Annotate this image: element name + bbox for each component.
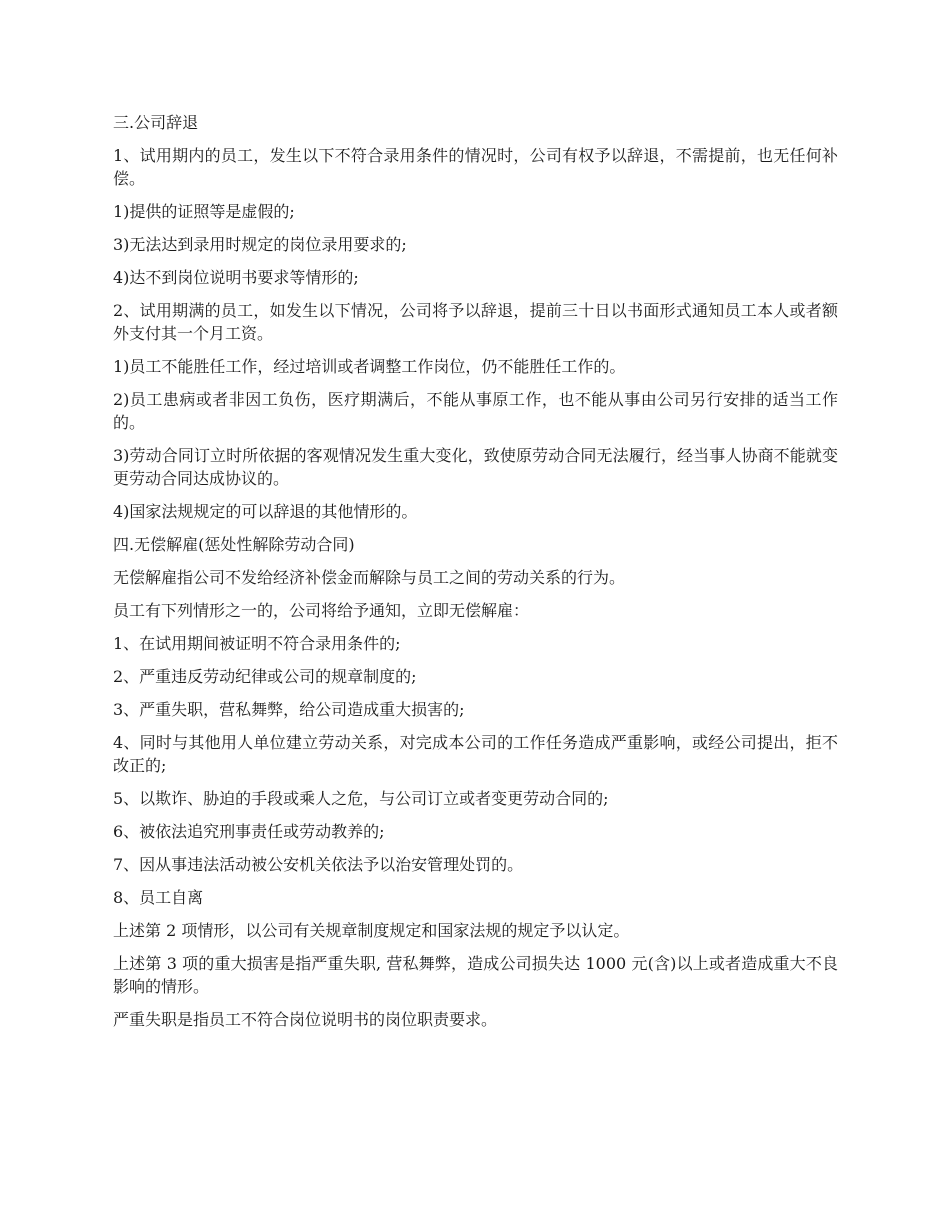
note-paragraph: 上述第 3 项的重大损害是指严重失职, 营私舞弊，造成公司损失达 1000 元(含)以上或者造成重大不良影响的情形。 <box>113 954 838 996</box>
list-item: 1)员工不能胜任工作，经过培训或者调整工作岗位，仍不能胜任工作的。 <box>113 357 626 376</box>
probation-dismissal-clause: 1、试用期内的员工，发生以下不符合录用条件的情况时，公司有权予以辞退，不需提前，也无任何补偿。 <box>113 146 838 188</box>
list-item: 1)提供的证照等是虚假的; <box>113 202 295 221</box>
list-item: 5、以欺诈、胁迫的手段或乘人之危，与公司订立或者变更劳动合同的; <box>113 789 609 808</box>
note-paragraph: 上述第 2 项情形，以公司有关规章制度规定和国家法规的规定予以认定。 <box>113 921 630 940</box>
list-item: 3、严重失职，营私舞弊，给公司造成重大损害的; <box>113 700 465 719</box>
list-item: 2)员工患病或者非因工负伤，医疗期满后，不能从事原工作，也不能从事由公司另行安排的适当工作的。 <box>113 390 838 432</box>
note-paragraph: 严重失职是指员工不符合岗位说明书的岗位职责要求。 <box>113 1010 498 1029</box>
list-item: 4、同时与其他用人单位建立劳动关系，对完成本公司的工作任务造成严重影响，或经公司提出，拒不改正的; <box>113 733 838 775</box>
list-item: 4)达不到岗位说明书要求等情形的; <box>113 268 359 287</box>
list-item: 4)国家法规规定的可以辞退的其他情形的。 <box>113 502 418 521</box>
list-item: 1、在试用期间被证明不符合录用条件的; <box>113 634 401 653</box>
post-probation-dismissal-clause: 2、试用期满的员工，如发生以下情况，公司将予以辞退，提前三十日以书面形式通知员工本人或者额外支付其一个月工资。 <box>113 301 838 343</box>
section-heading-uncompensated-dismissal: 四.无偿解雇(惩处性解除劳动合同) <box>113 535 355 554</box>
list-item: 8、员工自离 <box>113 888 204 907</box>
intro-paragraph: 员工有下列情形之一的，公司将给予通知，立即无偿解雇： <box>113 601 530 620</box>
list-item: 2、严重违反劳动纪律或公司的规章制度的; <box>113 667 417 686</box>
definition-paragraph: 无偿解雇指公司不发给经济补偿金而解除与员工之间的劳动关系的行为。 <box>113 568 626 587</box>
list-item: 6、被依法追究刑事责任或劳动教养的; <box>113 822 385 841</box>
list-item: 3)无法达到录用时规定的岗位录用要求的; <box>113 235 407 254</box>
list-item: 7、因从事违法活动被公安机关依法予以治安管理处罚的。 <box>113 855 524 874</box>
document-page <box>113 111 838 1041</box>
list-item: 3)劳动合同订立时所依据的客观情况发生重大变化，致使原劳动合同无法履行，经当事人协商不能就变更劳动合同达成协议的。 <box>113 446 838 488</box>
section-heading-company-dismissal: 三.公司辞退 <box>113 113 199 132</box>
